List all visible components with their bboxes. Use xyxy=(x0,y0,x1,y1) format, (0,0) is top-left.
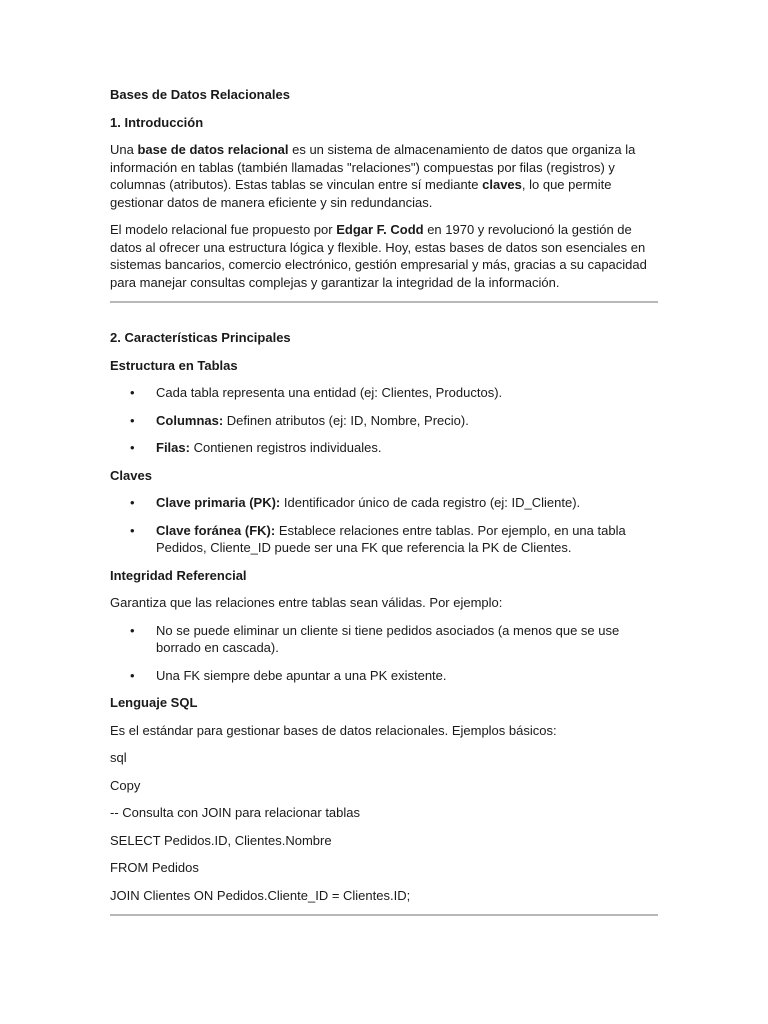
document-body xyxy=(110,86,658,916)
list-item xyxy=(110,412,658,430)
bullet-icon: • xyxy=(130,385,135,400)
integridad-list xyxy=(110,622,658,685)
list-item xyxy=(110,384,658,402)
bold-term: claves xyxy=(482,177,522,192)
item-bold: Filas: xyxy=(156,440,190,455)
sql-intro: Es el estándar para gestionar bases de datos relacionales. Ejemplos básicos: xyxy=(110,722,557,738)
text-run: Una xyxy=(110,142,138,157)
item-text: Una FK siempre debe apuntar a una PK existente. xyxy=(156,667,447,683)
sql-heading: Lenguaje SQL xyxy=(110,695,198,710)
list-item xyxy=(110,522,658,557)
code-line: SELECT Pedidos.ID, Clientes.Nombre xyxy=(110,832,332,848)
item-text: Establece relaciones entre tablas. Por ejemplo, en una tabla Pedidos, Cliente_ID puede ser una FK que referencia la PK de Clientes. xyxy=(156,522,626,555)
list-item xyxy=(110,667,658,685)
code-line: JOIN Clientes ON Pedidos.Cliente_ID = Clientes.ID; xyxy=(110,887,411,903)
bold-term: base de datos relacional xyxy=(137,142,289,157)
list-item xyxy=(110,494,658,512)
section2-heading: 2. Características Principales xyxy=(110,330,291,345)
bold-term: Edgar F. Codd xyxy=(336,222,424,237)
item-text: Definen atributos (ej: ID, Nombre, Precio). xyxy=(223,412,469,428)
item-text: Identificador único de cada registro (ej: ID_Cliente). xyxy=(280,495,581,510)
claves-list xyxy=(110,494,658,557)
bullet-icon: • xyxy=(130,495,135,510)
item-bold: Columnas: xyxy=(156,412,224,428)
item-bold: Clave foránea (FK): xyxy=(156,522,276,538)
list-item xyxy=(110,439,658,457)
claves-heading: Claves xyxy=(110,467,152,483)
horizontal-divider xyxy=(110,301,658,303)
code-language-label: sql xyxy=(110,750,127,765)
item-text: Contienen registros individuales. xyxy=(189,440,382,455)
item-bold: Clave primaria (PK): xyxy=(156,495,281,510)
integridad-heading: Integridad Referencial xyxy=(110,567,247,583)
document-title: Bases de Datos Relacionales xyxy=(110,87,290,102)
integridad-intro: Garantiza que las relaciones entre tablas sean válidas. Por ejemplo: xyxy=(110,595,503,610)
item-text: No se puede eliminar un cliente si tiene pedidos asociados (a menos que se use borrado en cascada). xyxy=(156,622,620,655)
bullet-icon: • xyxy=(130,412,135,428)
bullet-icon: • xyxy=(130,522,135,538)
item-text: Cada tabla representa una entidad (ej: Clientes, Productos). xyxy=(156,385,503,400)
intro-paragraph-1 xyxy=(110,141,658,211)
estructura-heading: Estructura en Tablas xyxy=(110,357,238,373)
intro-paragraph-2 xyxy=(110,221,658,291)
text-run: es un sistema de almacenamiento de datos que organiza la información en tablas (también llamadas "relaciones") compuestas por filas (registros) y columnas (atributos). Estas tablas se vinculan entre sí mediante xyxy=(110,142,636,192)
list-item xyxy=(110,622,658,657)
text-run: , lo que permite gestionar datos de manera eficiente y sin redundancias. xyxy=(110,177,612,210)
code-line: FROM Pedidos xyxy=(110,860,199,875)
text-run: El modelo relacional fue propuesto por xyxy=(110,222,337,237)
text-run: en 1970 y revolucionó la gestión de datos al ofrecer una estructura lógica y flexible. Hoy, estas bases de datos son esenciales en sistemas bancarios, comercio electrónico, gestión empresarial y más, gracias a su capacidad para manejar consultas complejas y garantizar la integridad de la información. xyxy=(110,222,647,290)
copy-label: Copy xyxy=(110,777,141,793)
code-line: -- Consulta con JOIN para relacionar tablas xyxy=(110,805,361,820)
bullet-icon: • xyxy=(130,667,135,683)
section1-heading: 1. Introducción xyxy=(110,114,204,130)
horizontal-divider xyxy=(110,914,658,916)
bullet-icon: • xyxy=(130,622,135,638)
bullet-icon: • xyxy=(130,440,135,455)
estructura-list xyxy=(110,384,658,457)
